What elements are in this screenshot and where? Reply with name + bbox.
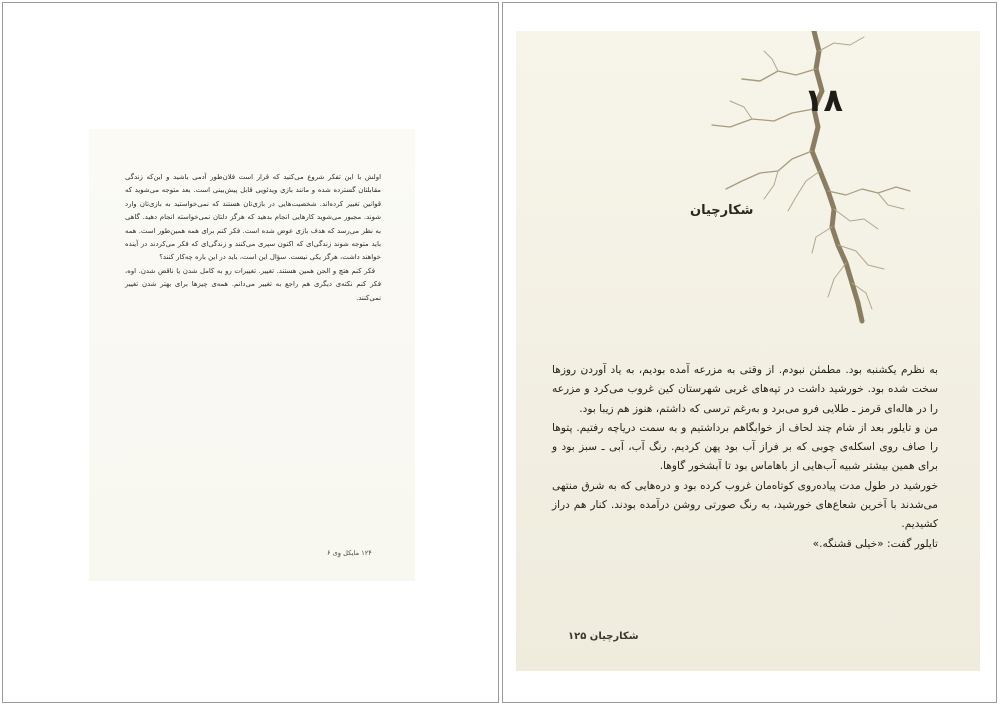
left-page-scan: [89, 129, 415, 581]
left-page-footer: ۱۲۴ مایکل وِی ۶: [327, 549, 372, 557]
chapter-title: شکارچیان: [690, 203, 754, 218]
right-paragraph-4: تایلور گفت: «خیلی قشنگه.»: [812, 537, 938, 550]
left-paragraph-2: فکر کنم هتچ و الجن همین هستند. تغییر. تغییرات رو به کامل شدن یا ناقص شدن. اوه، فکر کنم نکته‌ی دیگری هم راجع به تغییر می‌دانم. همه‌ی چیزها برای بهتر شدن تغییر نمی‌کنند.: [125, 266, 381, 302]
right-paragraph-2: من و تایلور بعد از شام چند لحاف از خوابگاهم برداشتیم و به سمت دریاچه رفتیم. پتوها را صاف روی اسکله‌ی چوبی که بر فراز آب بود پهن کردیم. رنگ آب، آبی ـ سبز بود و برای همین بیشتر شبیه آب‌هایی از باهاماس بود تا آبشخور گاوها.: [552, 421, 938, 473]
right-paragraph-1: به نظرم یکشنبه بود. مطمئن نبودم. از وقتی به مزرعه آمده بودیم، به یاد آوردن روزها سخت شده بود. خورشید داشت در تپه‌های غربی شهرستان کین غروب می‌کرد و مزرعه را در هاله‌ای قرمز ـ طلایی فرو می‌برد و به‌رغم ترسی که داشتم، هنوز هم زیبا بود.: [552, 364, 938, 415]
right-paragraph-3: خورشید در طول مدت پیاده‌روی کوتاه‌مان غروب کرده بود و دره‌هایی که به شرق منتهی می‌شدند با آخرین شعاع‌های خورشید، به رنگ صورتی روشن درآمده بودند. کنار هم دراز کشیدیم.: [552, 479, 938, 531]
right-page: [502, 2, 997, 703]
lightning-crack-illustration: [516, 31, 980, 331]
chapter-number: ۱۸: [804, 81, 844, 119]
left-paragraph-1: اولش با این تفکر شروع می‌کنید که قرار است فلان‌طور آدمی باشید و این‌که زندگی مقابلتان گسترده شده و مانند بازی ویدئویی قابل پیش‌بینی است. بعد متوجه می‌شوید که قوانین تغییر کرده‌اند. شخصیت‌هایی در بازی‌تان هستند که نمی‌خواستید به بازی‌تان وارد شوند. مجبور می‌شوید کارهایی انجام بدهید که هرگز دلتان نمی‌خواسته انجام دهید. گاهی به نظر می‌رسد که هدف بازی عوض شده است. فکر کنم برای همه همین‌طور است. همه باید متوجه شوند زندگی‌ای که اکنون سپری می‌کنند و زندگی‌ای که فکر می‌کردند در آینده خواهند داشت، هرگز یکی نیست. سؤال این است، باید در این باره چه‌کار کنند؟: [125, 173, 381, 262]
right-page-body: [552, 361, 938, 554]
right-page-footer: شکارچیان ۱۲۵: [568, 631, 639, 642]
right-page-scan: [516, 31, 980, 671]
left-page: [2, 2, 499, 703]
left-page-body: [125, 171, 381, 305]
